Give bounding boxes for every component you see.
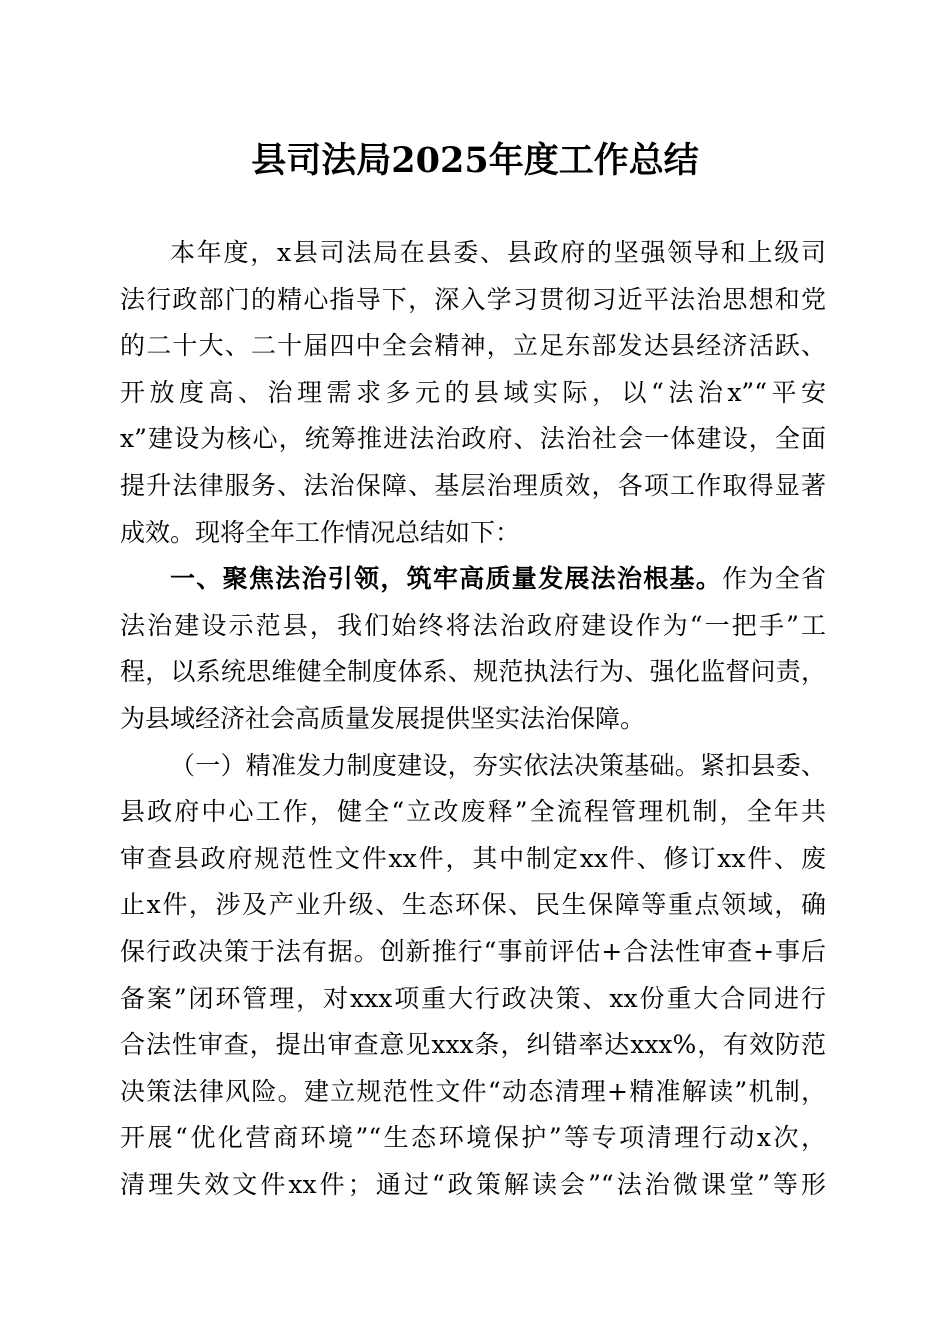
intro-line: 提升法律服务、法治保障、基层治理质效，各项工作取得显著 — [120, 470, 826, 500]
intro-line: 法行政部门的精心指导下，深入学习贯彻习近平法治思想和党 — [120, 284, 826, 314]
section-1-line: 法治建设示范县，我们始终将法治政府建设作为“一把手”工 — [120, 610, 826, 640]
subsection-1-line: 备案”闭环管理，对xxx项重大行政决策、xx份重大合同进行 — [120, 983, 826, 1013]
intro-line: 成效。现将全年工作情况总结如下： — [120, 517, 521, 547]
section-1-line: 程，以系统思维健全制度体系、规范执法行为、强化监督问责， — [120, 657, 826, 687]
document-title: 县司法局2025年度工作总结 — [251, 140, 699, 181]
subsection-1-text: 紧扣县委、 — [700, 750, 826, 780]
section-1-line: 为县域经济社会高质量发展提供坚实法治保障。 — [120, 703, 646, 733]
subsection-1-heading: （一）精准发力制度建设，夯实依法决策基础。 — [170, 750, 701, 780]
intro-line: 开放度高、治理需求多元的县域实际，以“法治x”“平安 — [120, 377, 826, 407]
section-1-first-line — [120, 556, 826, 603]
intro-line: 的二十大、二十届四中全会精神，立足东部发达县经济活跃、 — [120, 331, 826, 361]
subsection-1-line: 开展“优化营商环境”“生态环境保护”等专项清理行动x次， — [120, 1123, 826, 1153]
document-body — [120, 230, 826, 1208]
subsection-1-line: 保行政决策于法有据。创新推行“事前评估+合法性审查+事后 — [120, 936, 826, 966]
subsection-1-line: 县政府中心工作，健全“立改废释”全流程管理机制，全年共 — [120, 797, 826, 827]
subsection-1-first-line — [120, 743, 826, 790]
subsection-1-line: 清理失效文件xx件；通过“政策解读会”“法治微课堂”等形 — [120, 1169, 826, 1199]
intro-line: x”建设为核心，统筹推进法治政府、法治社会一体建设，全面 — [120, 424, 826, 454]
section-1-heading: 一、聚焦法治引领，筑牢高质量发展法治根基。 — [170, 564, 723, 594]
subsection-1-line: 审查县政府规范性文件xx件，其中制定xx件、修订xx件、废 — [120, 843, 826, 873]
subsection-1-line: 合法性审查，提出审查意见xxx条，纠错率达xxx%，有效防范 — [120, 1030, 826, 1060]
intro-line: 本年度，x县司法局在县委、县政府的坚强领导和上级司 — [170, 238, 826, 267]
section-1-text: 作为全省 — [722, 564, 826, 594]
subsection-1-line: 止x件，涉及产业升级、生态环保、民生保障等重点领域，确 — [120, 890, 826, 920]
subsection-1-line: 决策法律风险。建立规范性文件“动态清理+精准解读”机制， — [120, 1076, 826, 1106]
